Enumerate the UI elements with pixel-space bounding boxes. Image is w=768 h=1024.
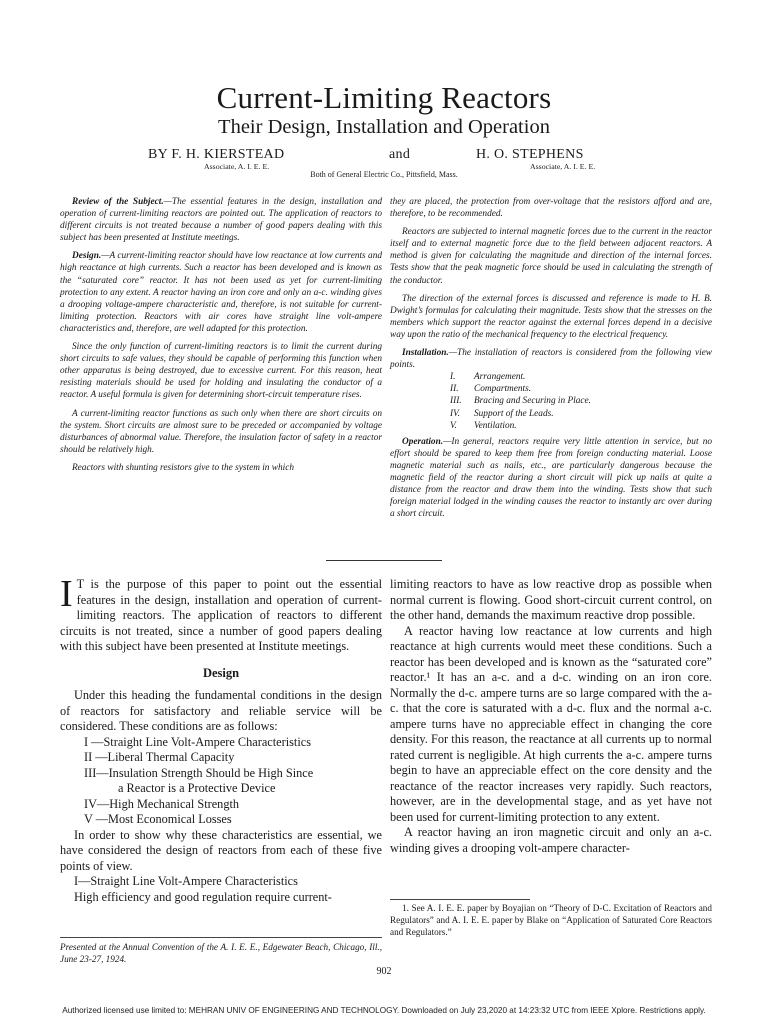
author-1: BY F. H. KIERSTEAD (148, 147, 285, 162)
paper-subtitle: Their Design, Installation and Operation (218, 116, 550, 138)
list-item: II —Liberal Thermal Capacity (84, 750, 235, 764)
body-right-column (390, 577, 712, 856)
abstract-paragraph: they are placed, the protection from over-voltage that the resistors afford and are, therefore, to be recommended. (390, 197, 712, 220)
abstract-operation-heading: Operation. (402, 436, 444, 447)
list-item-continuation: a Reactor is a Protective Device (118, 781, 276, 795)
list-item: IV—High Mechanical Strength (84, 796, 240, 811)
list-item: III. Bracing and Securing in Place. (450, 396, 591, 407)
page-number: 902 (376, 966, 392, 977)
list-item: V —Most Economical Losses (84, 812, 232, 826)
abstract-paragraph: A current-limiting reactor functions as such only when there are short circuits on the system. Short circuits are almost sure to be preceded or accompanied by voltage disturbances of abnormal value. Therefore, the insulation factor of safety in a reactor should be relatively high. (60, 408, 382, 455)
body-paragraph: A reactor having low reactance at low currents and high reactance at high currents would meet these conditions. Such a reactor has been developed and is known as the “saturated core” reactor.¹ It has an a-c. and a d-c. winding on an iron core. Normally the d-c. ampere turns are so large compared with the a-c. that the core is saturated with a d-c. flux and the normal a-c. ampere turns have no appreciable effect in changing the core density. For this reason, the reactance at all currents up to normal rated current is negligible. At high currents the a-c. ampere turns begin to have an appreciable effect on the core density and the reactance of the reactor increases very rapidly. Such reactors, however, are in the developmental stage, and as yet have not been used for current-limiting protection to any extent. (390, 623, 712, 824)
body-paragraph: limiting reactors to have as low reactive drop as possible when normal current is flowing. Good short-circuit current control, on the other hand, demands the maximum reactive drop possible. (390, 577, 712, 622)
abstract-left-column (60, 196, 382, 480)
body-paragraph: A reactor having an iron magnetic circuit and only an a-c. winding gives a drooping volt-ampere character- (390, 825, 712, 855)
abstract-installation-heading: Installation. (402, 348, 449, 359)
abstract-right-column (390, 196, 712, 526)
abstract-design-heading: Design. (72, 251, 102, 262)
abstract-design-text: —A current-limiting reactor should have low reactance at low currents and high reactance at high currents. Such a reactor has been developed and is known as the “saturated core” reactor. It has not been used as yet for current-limiting protection to any extent. A reactor having an iron core and only an a-c. winding gives a drooping voltage-ampere characteristic and, therefore, is not suitable for current-limiting protection. Reactors with air cores have straight line volt-ampere characteristics and, therefore, are well adapted for this protection. (60, 251, 382, 334)
list-item: I. Arrangement. (450, 372, 526, 383)
list-item: IV. Support of the Leads. (450, 408, 554, 419)
abstract-review-text: —The essential features in the design, installation and operation of current-limiting reactors are pointed out. The application of reactors to different circuits is not treated because a number of good papers dealing with this subject has been presented at Institute meetings. (60, 197, 382, 244)
footnote-rule (390, 899, 530, 900)
design-heading: Design (202, 665, 240, 680)
section-paragraph: High efficiency and good regulation require current- (74, 889, 332, 904)
author-2: H. O. STEPHENS (476, 147, 584, 162)
body-left-column (60, 573, 382, 905)
abstract-paragraph: Reactors are subjected to internal magnetic forces due to the current in the reactor itself and to external magnetic force due to the field between adjacent reactors. A method is given for calculating the magnitude and direction of the internal forces. Tests show that the peak magnetic force should be used in calculating the strength of the conductor. (390, 227, 712, 286)
license-notice: Authorized licensed use limited to: MEHRAN UNIV OF ENGINEERING AND TECHNOLOGY. Downloaded on July 23,2020 at 14:23:32 UTC from IEEE Xplore. Restrictions apply. (62, 1006, 706, 1015)
abstract-operation-text: —In general, reactors require very little attention in service, but no effort should be spared to keep them free from foreign conducting material. Loose magnetic material such as nails, etc., are particularly dangerous because the magnetic field of the reactor during a short circuit will pick up nails at quite a distance from the reactor and draw them into the winding. Tests show that such foreign material lodged in the winding causes the reactor to instantly arc over during a short circuit. (390, 436, 712, 520)
list-item: V. Ventilation. (450, 420, 517, 431)
installation-list (390, 371, 712, 431)
list-item: II. Compartments. (450, 384, 532, 395)
conditions-list (60, 735, 382, 828)
list-item: I —Straight Line Volt-Ampere Characteristics (84, 734, 311, 749)
abstract-review-heading: Review of the Subject. (72, 197, 164, 207)
section-divider (326, 560, 442, 561)
joint-affiliation: Both of General Electric Co., Pittsfield, Mass. (310, 170, 458, 179)
author-1-affiliation: Associate, A. I. E. E. (204, 162, 270, 171)
drop-cap: I (60, 573, 73, 615)
design-paragraph: In order to show why these characteristics are essential, we have considered the design of reactors from each of these five points of view. (60, 827, 382, 873)
list-item: III—Insulation Strength Should be High Since (84, 765, 314, 780)
author-conjunction: and (389, 147, 411, 162)
section-heading: I—Straight Line Volt-Ampere Characteristics (74, 874, 298, 888)
intro-paragraph: T is the purpose of this paper to point out the essential features in the design, installation and operation of current-limiting reactors. The application of reactors to different circuits is not treated, since a number of good papers dealing with this subject have been presented at Institute meetings. (60, 577, 382, 653)
abstract-paragraph: Since the only function of current-limiting reactors is to limit the current during short circuits to safe values, they should be capable of performing this function when other apparatus is being destroyed, due to excessive current. For this reason, heat resisting materials should be used for holding and insulating the conductor of a reactor. A useful formula is given for determining short-circuit temperature rises. (60, 342, 382, 401)
abstract-paragraph: Reactors with shunting resistors give to the system in which (72, 462, 294, 473)
abstract-paragraph: The direction of the external forces is discussed and reference is made to H. B. Dwight’s formulas for calculating their magnitude. Tests show that the stresses on the members which support the reactor against the external forces depend in a decisive way upon the ratio of the mechanical frequency to the electrical frequency. (390, 293, 712, 340)
abstract-installation-text: —The installation of reactors is considered from the following view points. (390, 348, 712, 371)
author-2-affiliation: Associate, A. I. E. E. (530, 162, 596, 171)
design-paragraph: Under this heading the fundamental conditions in the design of reactors for satisfactory and reliable service will be considered. These conditions are as follows: (60, 688, 382, 733)
reference-footnote: 1. See A. I. E. E. paper by Boyajian on “Theory of D-C. Excitation of Reactors and Regulators” and A. I. E. E. paper by Blake on “Application of Saturated Core Reactors and Regulators.” (390, 903, 712, 937)
presentation-footnote: Presented at the Annual Convention of the A. I. E. E., Edgewater Beach, Chicago, Ill., June 23-27, 1924. (60, 937, 382, 965)
paper-title: Current-Limiting Reactors (216, 80, 552, 115)
